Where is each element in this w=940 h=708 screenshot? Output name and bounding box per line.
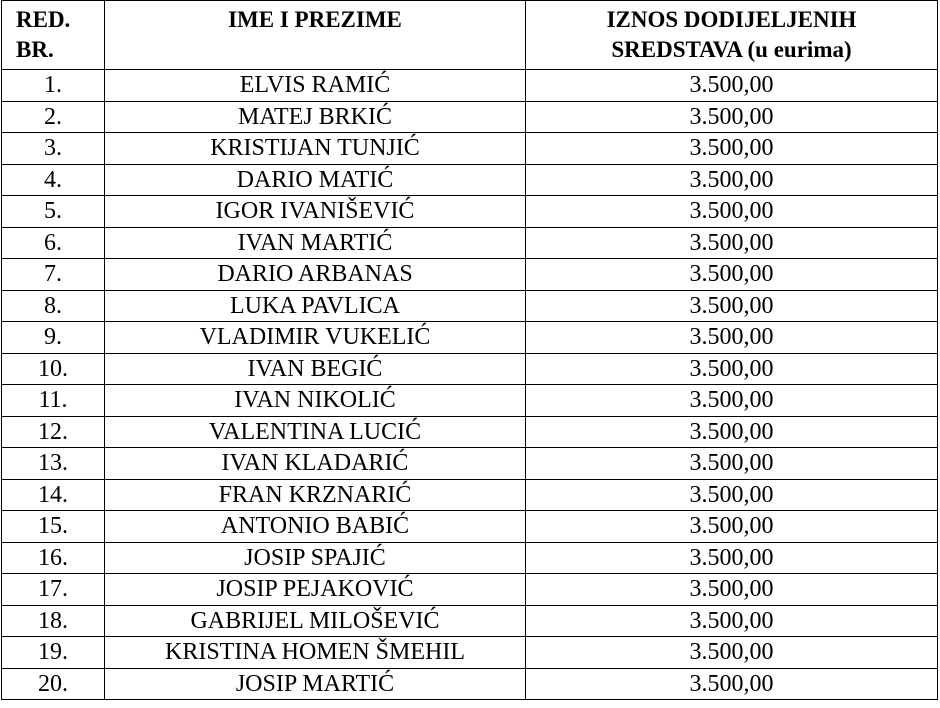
row-amount: 3.500,00 [526, 70, 938, 102]
row-ordinal-number: 19. [2, 637, 105, 669]
header-amount-line2: SREDSTAVA (u eurima) [611, 37, 852, 62]
header-row [2, 1, 938, 70]
table-row [2, 322, 938, 354]
row-amount: 3.500,00 [526, 605, 938, 637]
row-amount: 3.500,00 [526, 322, 938, 354]
table-row [2, 353, 938, 385]
row-full-name: ELVIS RAMIĆ [105, 70, 526, 102]
row-amount: 3.500,00 [526, 511, 938, 543]
row-full-name: VALENTINA LUCIĆ [105, 416, 526, 448]
row-full-name: JOSIP SPAJIĆ [105, 542, 526, 574]
row-ordinal-number: 5. [2, 196, 105, 228]
table-row [2, 385, 938, 417]
header-amount [526, 1, 938, 70]
row-full-name: FRAN KRZNARIĆ [105, 479, 526, 511]
row-amount: 3.500,00 [526, 101, 938, 133]
row-full-name: IVAN KLADARIĆ [105, 448, 526, 480]
row-amount: 3.500,00 [526, 416, 938, 448]
row-amount: 3.500,00 [526, 164, 938, 196]
row-ordinal-number: 18. [2, 605, 105, 637]
row-full-name: MATEJ BRKIĆ [105, 101, 526, 133]
row-amount: 3.500,00 [526, 574, 938, 606]
row-full-name: IVAN MARTIĆ [105, 227, 526, 259]
row-full-name: IGOR IVANIŠEVIĆ [105, 196, 526, 228]
header-ordinal-line2: BR. [16, 37, 54, 62]
table-row [2, 574, 938, 606]
table-row [2, 637, 938, 669]
table-row [2, 448, 938, 480]
row-amount: 3.500,00 [526, 259, 938, 291]
row-amount: 3.500,00 [526, 133, 938, 165]
row-amount: 3.500,00 [526, 290, 938, 322]
header-ordinal-line1: RED. [16, 7, 71, 32]
row-amount: 3.500,00 [526, 448, 938, 480]
row-ordinal-number: 7. [2, 259, 105, 291]
row-amount: 3.500,00 [526, 196, 938, 228]
table-row [2, 511, 938, 543]
table-row [2, 227, 938, 259]
row-ordinal-number: 4. [2, 164, 105, 196]
table-row [2, 542, 938, 574]
row-ordinal-number: 1. [2, 70, 105, 102]
row-ordinal-number: 16. [2, 542, 105, 574]
row-full-name: DARIO MATIĆ [105, 164, 526, 196]
row-amount: 3.500,00 [526, 637, 938, 669]
row-amount: 3.500,00 [526, 385, 938, 417]
row-ordinal-number: 9. [2, 322, 105, 354]
row-ordinal-number: 3. [2, 133, 105, 165]
row-full-name: KRISTIJAN TUNJIĆ [105, 133, 526, 165]
table-row [2, 605, 938, 637]
row-full-name: JOSIP MARTIĆ [105, 668, 526, 700]
table-body [2, 70, 938, 700]
row-amount: 3.500,00 [526, 227, 938, 259]
row-full-name: KRISTINA HOMEN ŠMEHIL [105, 637, 526, 669]
row-full-name: GABRIJEL MILOŠEVIĆ [105, 605, 526, 637]
table-row [2, 479, 938, 511]
table-row [2, 196, 938, 228]
table-row [2, 290, 938, 322]
row-full-name: DARIO ARBANAS [105, 259, 526, 291]
table-row [2, 668, 938, 700]
table-row [2, 164, 938, 196]
row-full-name: LUKA PAVLICA [105, 290, 526, 322]
row-ordinal-number: 20. [2, 668, 105, 700]
row-ordinal-number: 17. [2, 574, 105, 606]
table-row [2, 259, 938, 291]
table-header [2, 1, 938, 70]
row-ordinal-number: 2. [2, 101, 105, 133]
header-ordinal-number [2, 1, 105, 70]
header-amount-line1: IZNOS DODIJELJENIH [606, 7, 857, 32]
row-ordinal-number: 8. [2, 290, 105, 322]
row-full-name: ANTONIO BABIĆ [105, 511, 526, 543]
table-row [2, 70, 938, 102]
row-amount: 3.500,00 [526, 353, 938, 385]
row-amount: 3.500,00 [526, 542, 938, 574]
row-ordinal-number: 11. [2, 385, 105, 417]
row-ordinal-number: 12. [2, 416, 105, 448]
row-full-name: IVAN BEGIĆ [105, 353, 526, 385]
row-ordinal-number: 10. [2, 353, 105, 385]
row-full-name: VLADIMIR VUKELIĆ [105, 322, 526, 354]
row-ordinal-number: 13. [2, 448, 105, 480]
row-amount: 3.500,00 [526, 668, 938, 700]
grant-recipients-table [1, 0, 938, 700]
row-full-name: IVAN NIKOLIĆ [105, 385, 526, 417]
row-ordinal-number: 15. [2, 511, 105, 543]
header-full-name: IME I PREZIME [105, 1, 526, 70]
row-ordinal-number: 14. [2, 479, 105, 511]
row-full-name: JOSIP PEJAKOVIĆ [105, 574, 526, 606]
row-ordinal-number: 6. [2, 227, 105, 259]
table-row [2, 101, 938, 133]
table-row [2, 416, 938, 448]
table-row [2, 133, 938, 165]
row-amount: 3.500,00 [526, 479, 938, 511]
